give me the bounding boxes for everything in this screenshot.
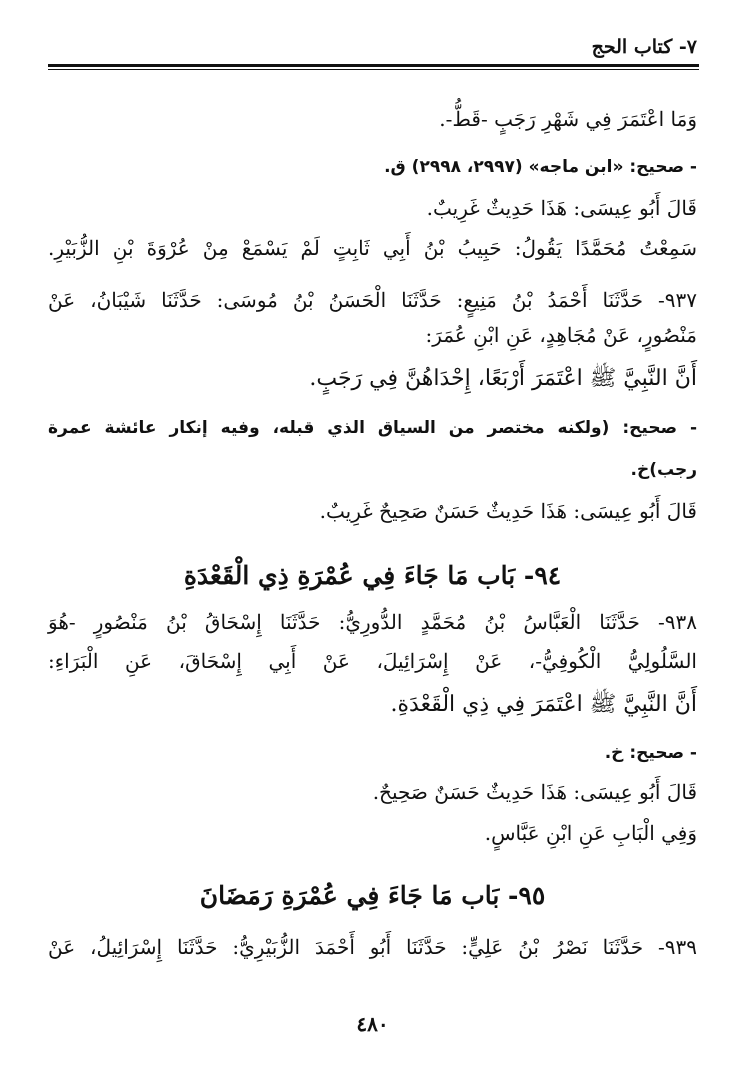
text-line: سَمِعْتُ مُحَمَّدًا يَقُولُ: حَبِيبُ بْنُ أَبِي ثَابِتٍ لَمْ يَسْمَعْ مِنْ عُرْوَةَ بْنِ الزُّبَيْرِ. [48, 236, 697, 260]
running-header [50, 34, 697, 60]
hadith-chain-line: السَّلُولِيُّ الْكُوفِيُّ-، عَنْ إِسْرَائِيلَ، عَنْ أَبِي إِسْحَاقَ، عَنِ الْبَرَاءِ: [48, 649, 697, 673]
text-line: وَفِي الْبَابِ عَنِ ابْنِ عَبَّاسٍ. [484, 821, 697, 845]
page-number: ٤٨٠ [356, 1012, 389, 1036]
hadith-chain-line: ٩٣٩- حَدَّثَنَا نَصْرُ بْنُ عَلِيٍّ: حَدَّثَنَا أَبُو أَحْمَدَ الزُّبَيْرِيُّ: حَدَّثَنَا إِسْرَائِيلُ، عَنْ [48, 935, 697, 959]
hadith-chain-line: مَنْصُورٍ، عَنْ مُجَاهِدٍ، عَنِ ابْنِ عُمَرَ: [425, 323, 697, 347]
hadith-chain-line: ٩٣٧- حَدَّثَنَا أَحْمَدُ بْنُ مَنِيعٍ: حَدَّثَنَا الْحَسَنُ بْنُ مُوسَى: حَدَّثَنَا شَيْبَانُ، عَنْ [48, 288, 697, 312]
text-line: قَالَ أَبُو عِيسَى: هَذَا حَدِيثٌ غَرِيبٌ. [426, 196, 697, 220]
grading-line: - صحيح: خ. [604, 743, 697, 763]
hadith-text-line: أَنَّ النَّبِيَّ ﷺ اعْتَمَرَ أَرْبَعًا، إِحْدَاهُنَّ فِي رَجَبٍ. [309, 366, 697, 391]
hadith-text-line: أَنَّ النَّبِيَّ ﷺ اعْتَمَرَ فِي ذِي الْقَعْدَةِ. [390, 692, 697, 717]
chapter-heading-95: ٩٥- بَاب مَا جَاءَ فِي عُمْرَةِ رَمَضَانَ [199, 881, 546, 910]
grading-line: - صحيح: «ابن ماجه» (٢٩٩٧، ٢٩٩٨) ق. [384, 157, 697, 177]
hadith-chain-line: ٩٣٨- حَدَّثَنَا الْعَبَّاسُ بْنُ مُحَمَّدٍ الدُّورِيُّ: حَدَّثَنَا إِسْحَاقُ بْنُ مَنْصُورٍ -هُوَ [48, 610, 697, 634]
text-line: قَالَ أَبُو عِيسَى: هَذَا حَدِيثٌ حَسَنٌ صَحِيحٌ. [372, 780, 697, 804]
header-rule [48, 64, 699, 67]
chapter-heading-94: ٩٤- بَاب مَا جَاءَ فِي عُمْرَةِ ذِي الْقَعْدَةِ [183, 561, 562, 590]
text-line: وَمَا اعْتَمَرَ فِي شَهْرِ رَجَبٍ -قَطُّ-. [439, 107, 697, 131]
header-rule-thin [48, 69, 699, 70]
text-line: قَالَ أَبُو عِيسَى: هَذَا حَدِيثٌ حَسَنٌ صَحِيحٌ غَرِيبٌ. [319, 499, 697, 523]
grading-line: رجب)خ. [630, 460, 697, 480]
grading-line: - صحيح: (ولكنه مختصر من السياق الذي قبله، وفيه إنكار عائشة عمرة [48, 418, 697, 438]
chapter-title: ٧- كتاب الحج [591, 36, 697, 58]
